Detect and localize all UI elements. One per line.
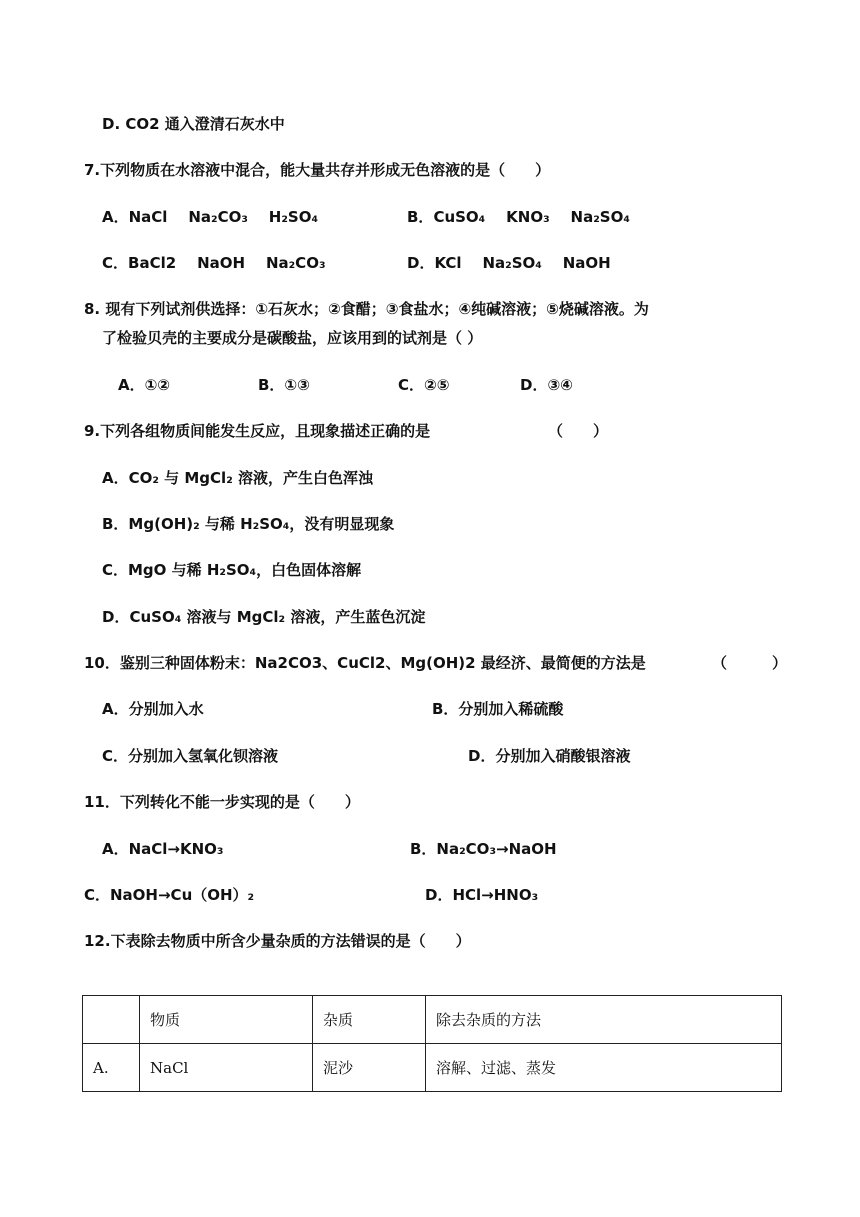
table-header-cell: 除去杂质的方法	[426, 996, 782, 1044]
q12-stem: 12.下表除去物质中所含少量杂质的方法错误的是（ ）	[84, 932, 471, 950]
table-header-cell: 杂质	[313, 996, 426, 1044]
q8-option-c: C．②⑤	[398, 376, 450, 394]
table-cell: 溶解、过滤、蒸发	[426, 1044, 782, 1092]
table-cell: NaCl	[140, 1044, 313, 1092]
q9-option-a: A．CO₂ 与 MgCl₂ 溶液，产生白色浑浊	[102, 469, 373, 487]
q8-option-d: D．③④	[520, 376, 573, 394]
q8-option-a: A．①②	[118, 376, 171, 394]
q8-option-b: B．①③	[258, 376, 310, 394]
q10-option-d: D．分别加入硝酸银溶液	[468, 747, 631, 765]
q7-stem: 7.下列物质在水溶液中混合，能大量共存并形成无色溶液的是（ ）	[84, 161, 551, 179]
q7-option-c: C．BaCl2 NaOH Na₂CO₃	[102, 254, 326, 272]
q11-option-b: B．Na₂CO₃→NaOH	[410, 840, 557, 858]
table-cell: A.	[83, 1044, 140, 1092]
q9-option-d: D．CuSO₄ 溶液与 MgCl₂ 溶液，产生蓝色沉淀	[102, 608, 426, 626]
q10-stem: 10．鉴别三种固体粉末：Na2CO3、CuCl2、Mg(OH)2 最经济、最简便的方法是	[84, 654, 646, 672]
impurity-table	[82, 995, 782, 1092]
q8-stem-line2: 了检验贝壳的主要成分是碳酸盐，应该用到的试剂是（ ）	[102, 329, 483, 347]
q7-option-d: D．KCl Na₂SO₄ NaOH	[407, 254, 611, 272]
q7-option-b: B．CuSO₄ KNO₃ Na₂SO₄	[407, 208, 630, 226]
q6-option-d: D. CO2 通入澄清石灰水中	[102, 115, 285, 133]
q10-option-b: B．分别加入稀硫酸	[432, 700, 564, 718]
q11-option-a: A．NaCl→KNO₃	[102, 840, 224, 858]
table-header-row	[83, 996, 782, 1044]
q9-option-c: C．MgO 与稀 H₂SO₄，白色固体溶解	[102, 561, 362, 579]
q8-stem-line1: 8. 现有下列试剂供选择：①石灰水；②食醋；③食盐水；④纯碱溶液；⑤烧碱溶液。为	[84, 300, 649, 318]
q10-option-c: C．分别加入氢氧化钡溶液	[102, 747, 279, 765]
q10-option-a: A．分别加入水	[102, 700, 204, 718]
table-header-cell	[83, 996, 140, 1044]
q9-answer-paren: （ ）	[548, 422, 609, 440]
q10-answer-paren: （ ）	[712, 654, 788, 672]
table-cell: 泥沙	[313, 1044, 426, 1092]
q11-stem: 11．下列转化不能一步实现的是（ ）	[84, 793, 360, 811]
q9-stem: 9.下列各组物质间能发生反应，且现象描述正确的是	[84, 422, 431, 440]
table-row	[83, 1044, 782, 1092]
table-header-cell: 物质	[140, 996, 313, 1044]
q11-option-d: D．HCl→HNO₃	[425, 886, 539, 904]
q11-option-c: C．NaOH→Cu（OH）₂	[84, 886, 255, 904]
q7-option-a: A．NaCl Na₂CO₃ H₂SO₄	[102, 208, 319, 226]
q9-option-b: B．Mg(OH)₂ 与稀 H₂SO₄，没有明显现象	[102, 515, 395, 533]
